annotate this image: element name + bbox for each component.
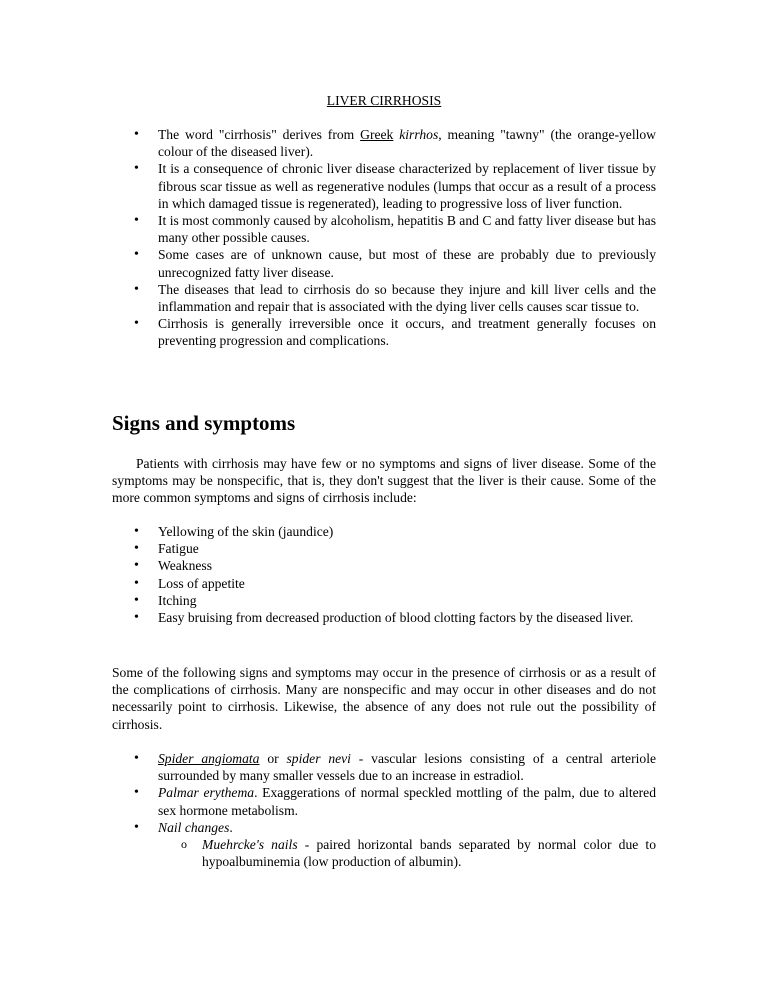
list-item bbox=[128, 750, 656, 784]
document-title: LIVER CIRRHOSIS bbox=[326, 93, 442, 108]
list-item: • Yellowing of the skin (jaundice) bbox=[128, 523, 656, 540]
item-text: - paired horizontal bands separated by normal color due to hypoalbuminemia (low production of albumin). bbox=[202, 837, 656, 870]
sub-list-item bbox=[158, 836, 656, 870]
item-text: . Exaggerations of normal speckled mottling of the palm, due to altered sex hormone metabolism. bbox=[158, 785, 657, 818]
paragraph: Patients with cirrhosis may have few or no symptoms and signs of liver disease. Some of the symptoms may be nonspecific, that is, they don't suggest that the liver is their cause. Some of the more common symptoms and signs of cirrhosis include: bbox=[112, 456, 656, 506]
intro-bullet-list bbox=[128, 126, 656, 350]
signs-bullet-list bbox=[128, 750, 656, 870]
symptoms-bullet-list bbox=[128, 523, 656, 626]
list-item: • Loss of appetite bbox=[128, 575, 656, 592]
list-item: • It is most commonly caused by alcoholism, hepatitis B and C and fatty liver disease but has many other possible causes. bbox=[128, 212, 656, 246]
list-item bbox=[128, 126, 656, 160]
list-item: • Cirrhosis is generally irreversible once it occurs, and treatment generally focuses on preventing progression and complications. bbox=[128, 315, 656, 349]
greek-link[interactable]: Greek bbox=[360, 127, 394, 142]
item-text: - vascular lesions consisting of a central arteriole surrounded by many smaller vessels due to an increase in estradiol. bbox=[158, 751, 657, 784]
list-item: • Easy bruising from decreased production of blood clotting factors by the diseased liver. bbox=[128, 609, 656, 626]
list-item bbox=[128, 784, 656, 818]
list-item: • Fatigue bbox=[128, 540, 656, 557]
list-item: • It is a consequence of chronic liver disease characterized by replacement of liver tissue by fibrous scar tissue as well as regenerative nodules (lumps that occur as a result of a process in which damaged tissue is regenerated), leading to progressive loss of liver function. bbox=[128, 160, 656, 212]
list-item: • Itching bbox=[128, 592, 656, 609]
nail-changes-sublist bbox=[158, 836, 656, 870]
list-item: • The diseases that lead to cirrhosis do so because they injure and kill liver cells and the inflammation and repair that is associated with the dying liver cells causes scar tissue to. bbox=[128, 281, 656, 315]
list-item bbox=[128, 819, 656, 871]
italic-term: Palmar erythema bbox=[158, 785, 255, 801]
italic-term: spider nevi bbox=[286, 751, 351, 766]
item-text: . bbox=[229, 819, 233, 835]
paragraph: Some of the following signs and symptoms may occur in the presence of cirrhosis or as a result of the complications of cirrhosis. Many are nonspecific and may occur in other diseases and do not necessarily point to cirrhosis. Likewise, the absence of any does not rule out the possibility of cirrhosis. bbox=[112, 665, 656, 732]
section-heading: Signs and symptoms bbox=[112, 411, 296, 435]
item-text: or bbox=[259, 751, 287, 766]
item-text: The word "cirrhosis" derives from bbox=[158, 127, 361, 142]
list-item: • Some cases are of unknown cause, but most of these are probably due to previously unrecognized fatty liver disease. bbox=[128, 246, 656, 280]
spider-angiomata-link[interactable]: Spider angiomata bbox=[158, 751, 260, 766]
list-item: • Weakness bbox=[128, 557, 656, 574]
item-text: , meaning "tawny" (the orange-yellow colour of the diseased liver). bbox=[158, 127, 656, 160]
italic-term: Muehrcke's nails bbox=[202, 837, 298, 853]
italic-term: kirrhos bbox=[399, 127, 439, 142]
italic-term: Nail changes bbox=[158, 819, 230, 835]
